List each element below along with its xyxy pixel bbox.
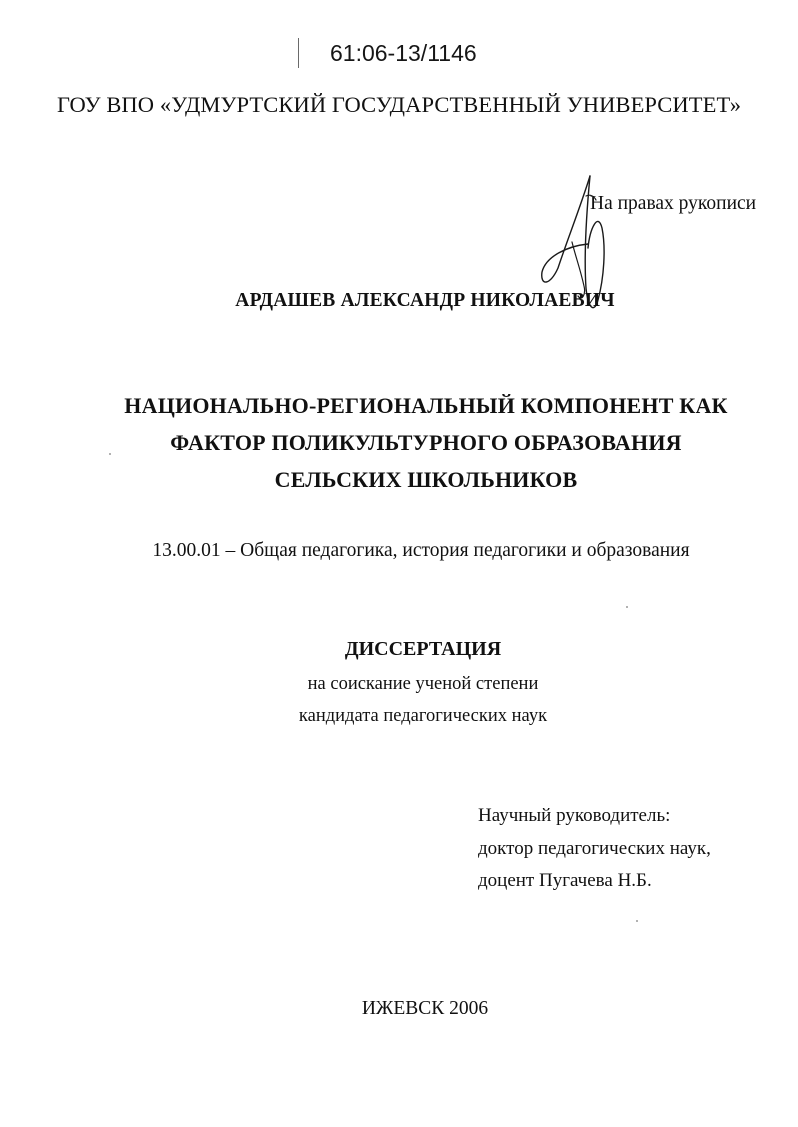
title-line-3: СЕЛЬСКИХ ШКОЛЬНИКОВ	[274, 467, 578, 492]
manuscript-note: На правах рукописи	[590, 193, 757, 214]
work-type: ДИССЕРТАЦИЯ	[344, 638, 502, 660]
author-name: АРДАШЕВ АЛЕКСАНДР НИКОЛАЕВИЧ	[235, 290, 615, 311]
supervisor-degree: доктор педагогических наук,	[478, 838, 711, 859]
supervisor-label: Научный руководитель:	[478, 805, 671, 826]
supervisor-name: доцент Пугачева Н.Б.	[478, 870, 652, 891]
city-year: ИЖЕВСК 2006	[361, 998, 489, 1019]
degree-line-1: на соискание ученой степени	[307, 674, 539, 694]
degree-line-2: кандидата педагогических наук	[298, 706, 548, 726]
title-line-2: ФАКТОР ПОЛИКУЛЬТУРНОГО ОБРАЗОВАНИЯ	[170, 430, 682, 455]
scan-mark	[298, 38, 299, 68]
specialty-code: 13.00.01 – Общая педагогика, история педагогики и образования	[152, 540, 690, 561]
scan-speck	[109, 453, 111, 455]
scan-speck	[636, 920, 638, 922]
document-code: 61:06-13/1146	[330, 40, 477, 66]
title-line-1: НАЦИОНАЛЬНО-РЕГИОНАЛЬНЫЙ КОМПОНЕНТ КАК	[124, 393, 728, 418]
scan-speck	[626, 606, 628, 608]
institution-name: ГОУ ВПО «УДМУРТСКИЙ ГОСУДАРСТВЕННЫЙ УНИВЕРСИТЕТ»	[56, 92, 742, 117]
